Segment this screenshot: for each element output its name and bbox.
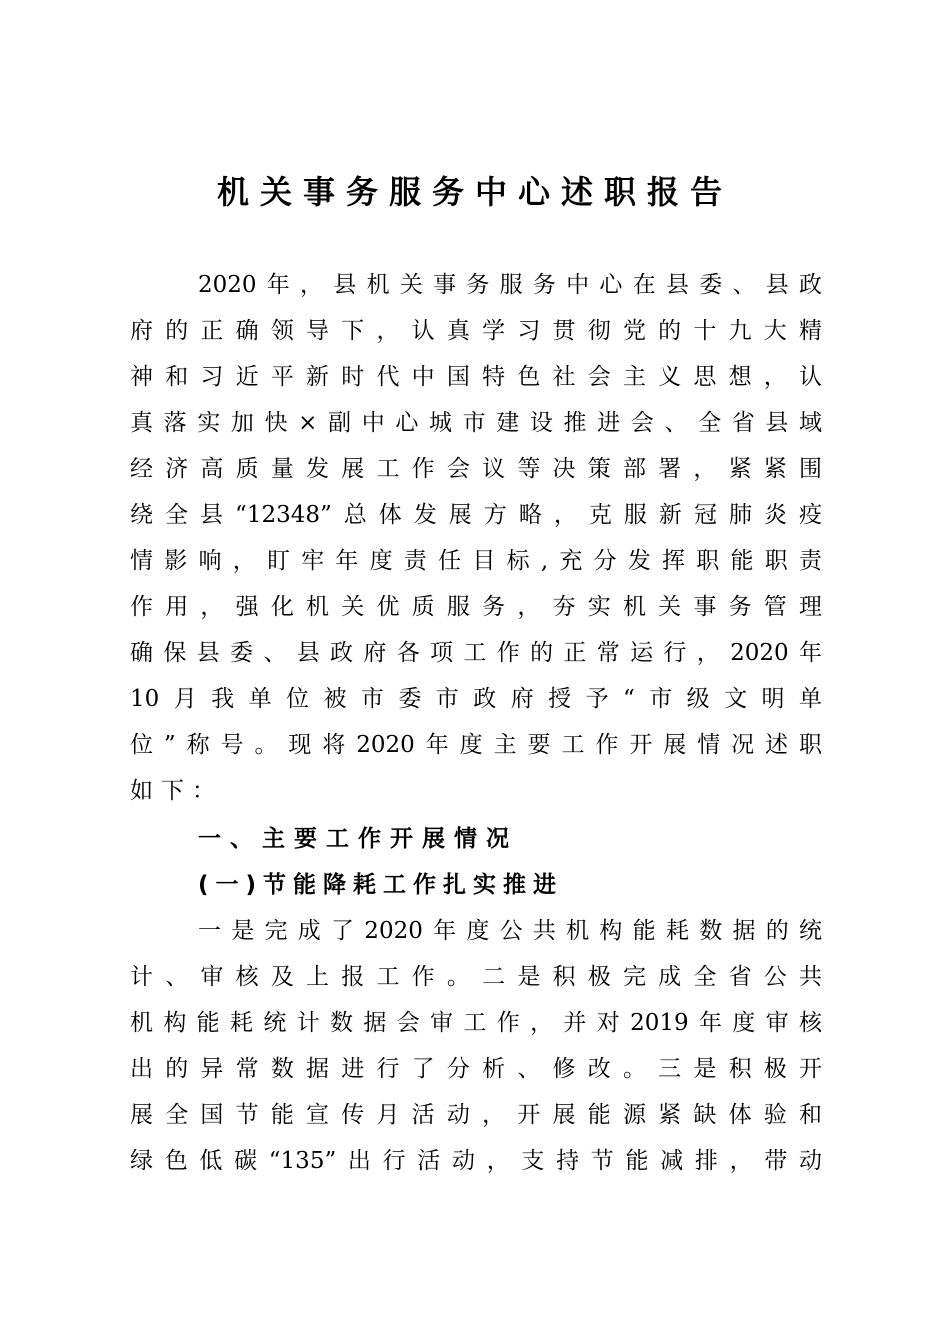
body-line: 机构能耗统计数据会审工作，并对2019年度审核 (130, 1010, 822, 1036)
intro-line: 位”称号。现将2020年度主要工作开展情况述职 (130, 732, 822, 758)
body-line: 一是完成了2020年度公共机构能耗数据的统 (198, 918, 822, 944)
intro-line: 经济高质量发展工作会议等决策部署，紧紧围 (130, 456, 822, 482)
intro-line: 10月我单位被市委市政府授予“市级文明单 (130, 686, 822, 712)
intro-line: 情影响，盯牢年度责任目标,充分发挥职能职责 (130, 548, 822, 574)
section-heading: 一、主要工作开展情况 (198, 826, 518, 852)
body-line: 绿色低碳“135”出行活动，支持节能减排，带动 (130, 1148, 822, 1174)
intro-line: 绕全县“12348”总体发展方略，克服新冠肺炎疫 (130, 502, 822, 528)
intro-line: 确保县委、县政府各项工作的正常运行，2020年 (130, 640, 822, 666)
document-title: 机关事务服务中心述职报告 (216, 173, 733, 211)
intro-line: 真落实加快×副中心城市建设推进会、全省县域 (130, 410, 822, 436)
intro-line: 如下： (130, 778, 223, 804)
subsection-heading: (一)节能降耗工作扎实推进 (198, 872, 564, 898)
intro-line: 神和习近平新时代中国特色社会主义思想，认 (130, 364, 822, 390)
intro-line: 府的正确领导下，认真学习贯彻党的十九大精 (130, 318, 822, 344)
intro-line: 作用，强化机关优质服务，夯实机关事务管理 (130, 594, 822, 620)
body-line: 出的异常数据进行了分析、修改。三是积极开 (130, 1056, 822, 1082)
intro-line: 2020年，县机关事务服务中心在县委、县政 (198, 272, 822, 298)
body-line: 展全国节能宣传月活动，开展能源紧缺体验和 (130, 1102, 822, 1128)
body-line: 计、审核及上报工作。二是积极完成全省公共 (130, 964, 822, 990)
